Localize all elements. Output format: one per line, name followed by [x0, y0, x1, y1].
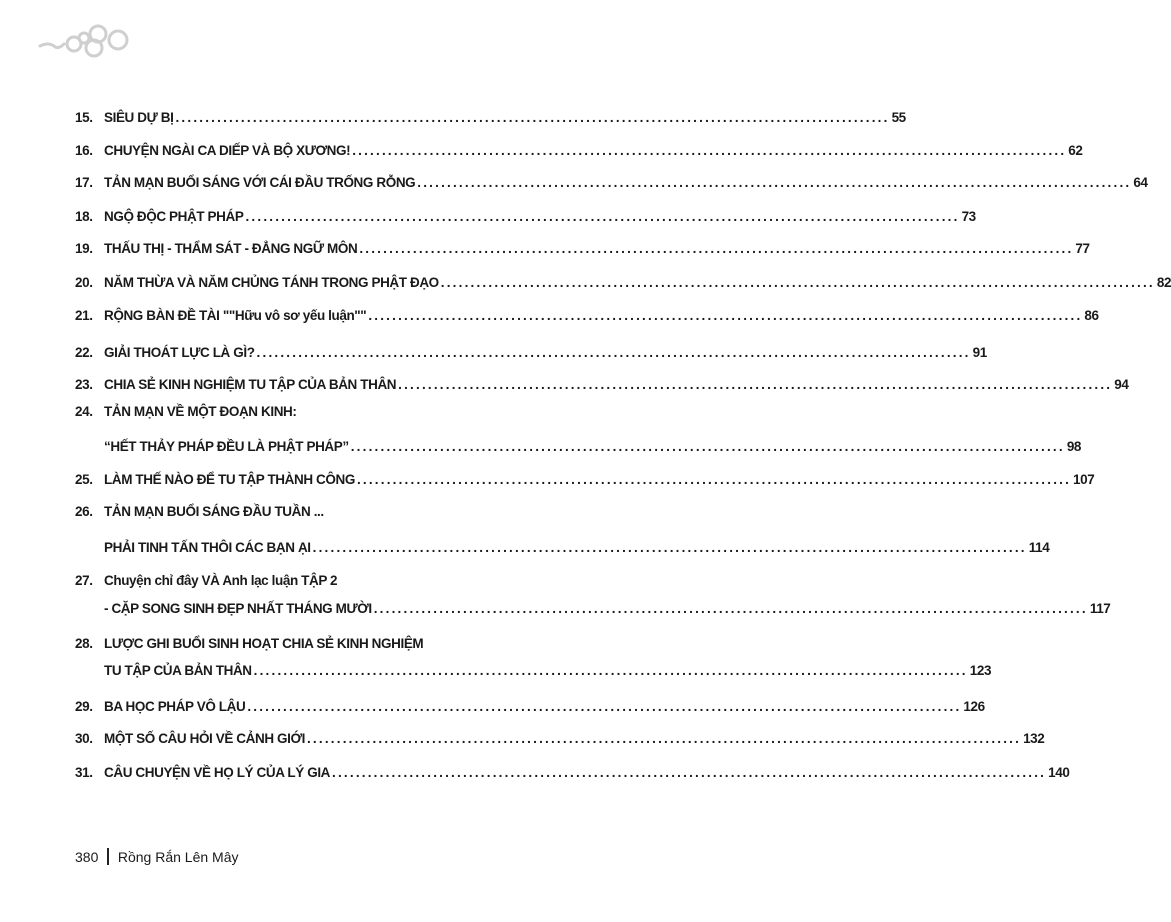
toc-entry [75, 696, 985, 716]
entry-title: TẢN MẠN BUỔI SÁNG ĐẦU TUẦN ... [104, 503, 324, 519]
dot-leader: ........................................................................................................................ [306, 730, 1022, 746]
entry-title: TẢN MẠN VỀ MỘT ĐOẠN KINH: [104, 403, 297, 419]
entry-title: TẢN MẠN BUỔI SÁNG VỚI CÁI ĐẦU TRỐNG RỖNG [104, 174, 416, 190]
entry-page-number: 82 [1156, 274, 1171, 290]
entry-page-number: 86 [1084, 307, 1099, 323]
entry-title: CHUYỆN NGÀI CA DIẾP VÀ BỘ XƯƠNG! [104, 142, 351, 158]
entry-title: BA HỌC PHÁP VÔ LẬU [104, 698, 246, 714]
toc-entry [75, 140, 1083, 160]
entry-title: GIẢI THOÁT LỰC LÀ GÌ? [104, 344, 255, 360]
entry-page-number: 140 [1048, 764, 1070, 780]
toc-entry [75, 660, 992, 680]
entry-number: 28. [75, 635, 93, 651]
entry-page-number: 117 [1089, 600, 1111, 616]
dot-leader: ........................................................................................................................ [350, 438, 1065, 454]
entry-number: 15. [75, 109, 93, 125]
entry-number: 21. [75, 307, 93, 323]
toc-entry [75, 342, 987, 362]
dot-leader: ........................................................................................................................ [312, 539, 1027, 555]
entry-number: 16. [75, 142, 93, 158]
entry-page-number: 107 [1073, 471, 1095, 487]
entry-number: 23. [75, 376, 93, 392]
entry-number: 17. [75, 174, 93, 190]
entry-title: CHIA SẺ KINH NGHIỆM TU TẬP CỦA BẢN THÂN [104, 376, 397, 392]
entry-number: 22. [75, 344, 93, 360]
entry-title: SIÊU DỰ BỊ [104, 109, 174, 125]
entry-title: LÀM THẾ NÀO ĐỂ TU TẬP THÀNH CÔNG [104, 471, 355, 487]
entry-title: CÂU CHUYỆN VỀ HỌ LÝ CỦA LÝ GIA [104, 764, 331, 780]
dot-leader: ........................................................................................................................ [256, 344, 971, 360]
toc-entry [75, 762, 1070, 782]
dot-leader: ........................................................................................................................ [245, 208, 960, 224]
entry-page-number: 126 [963, 698, 985, 714]
dot-leader: ........................................................................................................................ [373, 600, 1088, 616]
toc-entry [75, 401, 537, 421]
entry-page-number: 62 [1068, 142, 1083, 158]
entry-title: MỘT SỐ CÂU HỎI VỀ CẢNH GIỚI [104, 730, 305, 746]
cloud-ornament-icon [36, 22, 141, 64]
entry-page-number: 114 [1028, 539, 1050, 555]
dot-leader: ........................................................................................................................ [440, 274, 1155, 290]
toc-entry [75, 107, 906, 127]
entry-number: 20. [75, 274, 93, 290]
toc-entry [75, 469, 1095, 489]
entry-title: LƯỢC GHI BUỔI SINH HOẠT CHIA SẺ KINH NGHIỆM [104, 635, 424, 651]
page-footer [75, 848, 239, 865]
dot-leader: ........................................................................................................................ [175, 109, 890, 125]
entry-page-number: 123 [969, 662, 992, 678]
entry-title: “HẾT THẢY PHÁP ĐỀU LÀ PHẬT PHÁP” [104, 438, 349, 454]
entry-title: TU TẬP CỦA BẢN THÂN [104, 662, 252, 678]
entry-title: THẤU THỊ - THẨM SÁT - ĐẲNG NGỮ MÔN [104, 240, 358, 256]
toc-entry [75, 206, 976, 226]
toc-entry [75, 633, 537, 653]
dot-leader: ........................................................................................................................ [247, 698, 962, 714]
dot-leader: ........................................................................................................................ [398, 376, 1113, 392]
entry-number: 24. [75, 403, 93, 419]
entry-page-number: 73 [961, 208, 976, 224]
entry-number: 19. [75, 240, 93, 256]
entry-page-number: 91 [972, 344, 987, 360]
entry-page-number: 77 [1075, 240, 1090, 256]
entry-title: NĂM THỪA VÀ NĂM CHỦNG TÁNH TRONG PHẬT ĐẠO [104, 274, 439, 290]
book-title: Rồng Rắn Lên Mây [117, 848, 239, 865]
toc-entry [75, 238, 1090, 258]
entry-page-number: 94 [1114, 376, 1129, 392]
footer-separator [107, 848, 109, 865]
toc-entry [75, 172, 1148, 192]
entry-number: 25. [75, 471, 93, 487]
entry-title: - CẶP SONG SINH ĐẸP NHẤT THÁNG MƯỜI [104, 600, 372, 616]
toc-entry [75, 598, 1111, 618]
dot-leader: ........................................................................................................................ [417, 174, 1132, 190]
entry-page-number: 132 [1023, 730, 1045, 746]
toc-entry [75, 570, 537, 590]
toc-entry [75, 436, 1082, 456]
entry-title: NGỘ ĐỘC PHẬT PHÁP [104, 208, 244, 224]
dot-leader: ........................................................................................................................ [356, 471, 1072, 487]
toc-entry [75, 501, 537, 521]
dot-leader: ........................................................................................................................ [368, 307, 1083, 323]
entry-page-number: 55 [891, 109, 906, 125]
toc-entry [75, 537, 1050, 557]
toc-entry [75, 272, 1171, 292]
entry-title: RỘNG BÀN ĐỀ TÀI ""Hữu vô sơ yếu luận"" [104, 307, 367, 323]
entry-number: 30. [75, 730, 93, 746]
entry-page-number: 98 [1066, 438, 1082, 454]
toc-entry [75, 374, 1129, 394]
entry-number: 31. [75, 764, 93, 780]
entry-page-number: 64 [1133, 174, 1148, 190]
dot-leader: ........................................................................................................................ [253, 662, 968, 678]
toc-entry [75, 305, 1099, 325]
entry-number: 18. [75, 208, 93, 224]
entry-title: Chuyện chỉ đây VÀ Anh lạc luận TẬP 2 [104, 572, 338, 588]
entry-number: 27. [75, 572, 93, 588]
dot-leader: ........................................................................................................................ [332, 764, 1047, 780]
entry-number: 26. [75, 503, 93, 519]
toc-entry [75, 728, 1045, 748]
entry-title: PHẢI TINH TẤN THÔI CÁC BẠN ẠI [104, 539, 311, 555]
page-number: 380 [75, 848, 99, 865]
dot-leader: ........................................................................................................................ [359, 240, 1074, 256]
dot-leader: ........................................................................................................................ [352, 142, 1067, 158]
entry-number: 29. [75, 698, 93, 714]
